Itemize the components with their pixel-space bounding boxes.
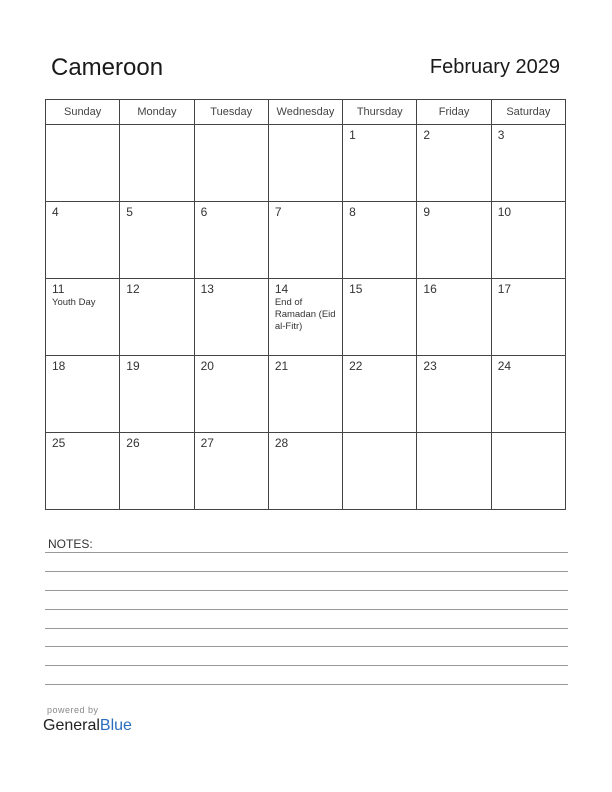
note-line (45, 571, 568, 572)
day-cell (194, 279, 268, 356)
day-number: 18 (52, 359, 66, 373)
day-number: 24 (497, 359, 512, 373)
holiday-label (343, 296, 416, 297)
holiday-label (269, 128, 342, 129)
day-cell (491, 433, 565, 510)
day-cell (120, 433, 194, 510)
holiday-label (492, 373, 565, 374)
holiday-label (343, 436, 416, 437)
holiday-label (46, 219, 119, 220)
note-line (45, 665, 568, 666)
brand-logo (43, 717, 132, 735)
weekday-header: Thursday (343, 100, 417, 125)
day-number: 3 (497, 128, 505, 142)
day-cell (417, 202, 491, 279)
holiday-label (417, 296, 490, 297)
day-cell (343, 125, 417, 202)
holiday-label (417, 436, 490, 437)
holiday-label (46, 373, 119, 374)
holiday-label (120, 373, 193, 374)
day-cell (417, 433, 491, 510)
calendar-country-title: Cameroon (51, 54, 164, 81)
holiday-label (195, 128, 268, 129)
holiday-label: Youth Day (52, 297, 96, 308)
brand-general: General (43, 717, 100, 734)
note-line (45, 590, 568, 591)
holiday-label (120, 296, 193, 297)
calendar-grid (45, 99, 566, 510)
holiday-label (343, 142, 416, 143)
note-line (45, 646, 568, 647)
day-number: 1 (349, 128, 356, 142)
holiday-label (417, 219, 490, 220)
holiday-label (492, 436, 565, 437)
holiday-label (492, 219, 565, 220)
day-cell (417, 279, 491, 356)
day-number: 9 (423, 205, 431, 219)
note-line (45, 552, 568, 553)
day-cell (194, 356, 268, 433)
holiday-label (269, 219, 342, 220)
holiday-label (492, 296, 565, 297)
day-cell (343, 433, 417, 510)
day-number: 19 (126, 359, 140, 373)
day-cell (120, 279, 194, 356)
day-number: 17 (497, 282, 512, 296)
holiday-label (46, 128, 119, 129)
day-cell (491, 125, 565, 202)
day-cell (194, 433, 268, 510)
day-number: 8 (349, 205, 356, 219)
day-cell (491, 279, 565, 356)
day-cell (120, 125, 194, 202)
holiday-label (195, 373, 268, 374)
holiday-label (195, 450, 268, 451)
notes-label: NOTES: (48, 537, 93, 551)
day-cell (268, 125, 342, 202)
day-number: 27 (200, 436, 214, 450)
week-row (46, 279, 566, 356)
holiday-label (120, 128, 193, 129)
day-cell (268, 433, 342, 510)
day-number: 26 (126, 436, 140, 450)
day-number: 23 (423, 359, 437, 373)
day-cell (268, 202, 342, 279)
day-number: 4 (52, 205, 59, 219)
weekday-header: Sunday (46, 100, 120, 125)
day-cell (491, 356, 565, 433)
day-cell (120, 356, 194, 433)
day-number: 21 (274, 359, 289, 373)
holiday-label (417, 142, 490, 143)
note-line (45, 628, 568, 629)
day-number: 2 (423, 128, 431, 142)
day-cell (194, 125, 268, 202)
week-row (46, 125, 566, 202)
day-cell (46, 433, 120, 510)
holiday-label (417, 373, 490, 374)
holiday-label: End of Ramadan (Eid al-Fitr) (274, 297, 336, 332)
day-number: 25 (52, 436, 66, 450)
day-cell (417, 125, 491, 202)
powered-by-text: powered by (47, 705, 99, 715)
day-number: 22 (349, 359, 363, 373)
holiday-label (269, 450, 342, 451)
week-row (46, 356, 566, 433)
holiday-label (195, 219, 268, 220)
week-row (46, 433, 566, 510)
day-number: 6 (200, 205, 208, 219)
day-number: 7 (274, 205, 282, 219)
holiday-label (343, 373, 416, 374)
weekday-header: Tuesday (194, 100, 268, 125)
day-cell (343, 202, 417, 279)
day-number: 5 (126, 205, 133, 219)
day-number: 12 (126, 282, 140, 296)
day-number: 11 (52, 282, 65, 296)
weekday-header: Wednesday (268, 100, 342, 125)
day-cell (343, 356, 417, 433)
holiday-label (492, 142, 565, 143)
holiday-label (120, 450, 193, 451)
day-number: 14 (274, 282, 289, 296)
holiday-label (120, 219, 193, 220)
day-number: 16 (423, 282, 437, 296)
day-number: 13 (200, 282, 214, 296)
day-cell (46, 356, 120, 433)
weekday-header: Saturday (491, 100, 565, 125)
note-line (45, 684, 568, 685)
calendar-month-title: February 2029 (429, 56, 560, 78)
day-cell (46, 125, 120, 202)
holiday-label (46, 450, 119, 451)
weekday-header-row (46, 100, 566, 125)
day-cell (194, 202, 268, 279)
day-cell (120, 202, 194, 279)
day-cell (491, 202, 565, 279)
day-cell (343, 279, 417, 356)
day-cell (268, 279, 342, 356)
day-number: 20 (200, 359, 214, 373)
note-line (45, 609, 568, 610)
day-cell (268, 356, 342, 433)
day-number: 15 (349, 282, 363, 296)
day-cell (46, 279, 120, 356)
weekday-header: Monday (120, 100, 194, 125)
day-number: 10 (497, 205, 512, 219)
weekday-header: Friday (417, 100, 491, 125)
day-cell (46, 202, 120, 279)
day-number: 28 (274, 436, 289, 450)
holiday-label (343, 219, 416, 220)
day-cell (417, 356, 491, 433)
holiday-label (269, 373, 342, 374)
week-row (46, 202, 566, 279)
brand-blue: Blue (99, 717, 132, 734)
holiday-label (195, 296, 268, 297)
